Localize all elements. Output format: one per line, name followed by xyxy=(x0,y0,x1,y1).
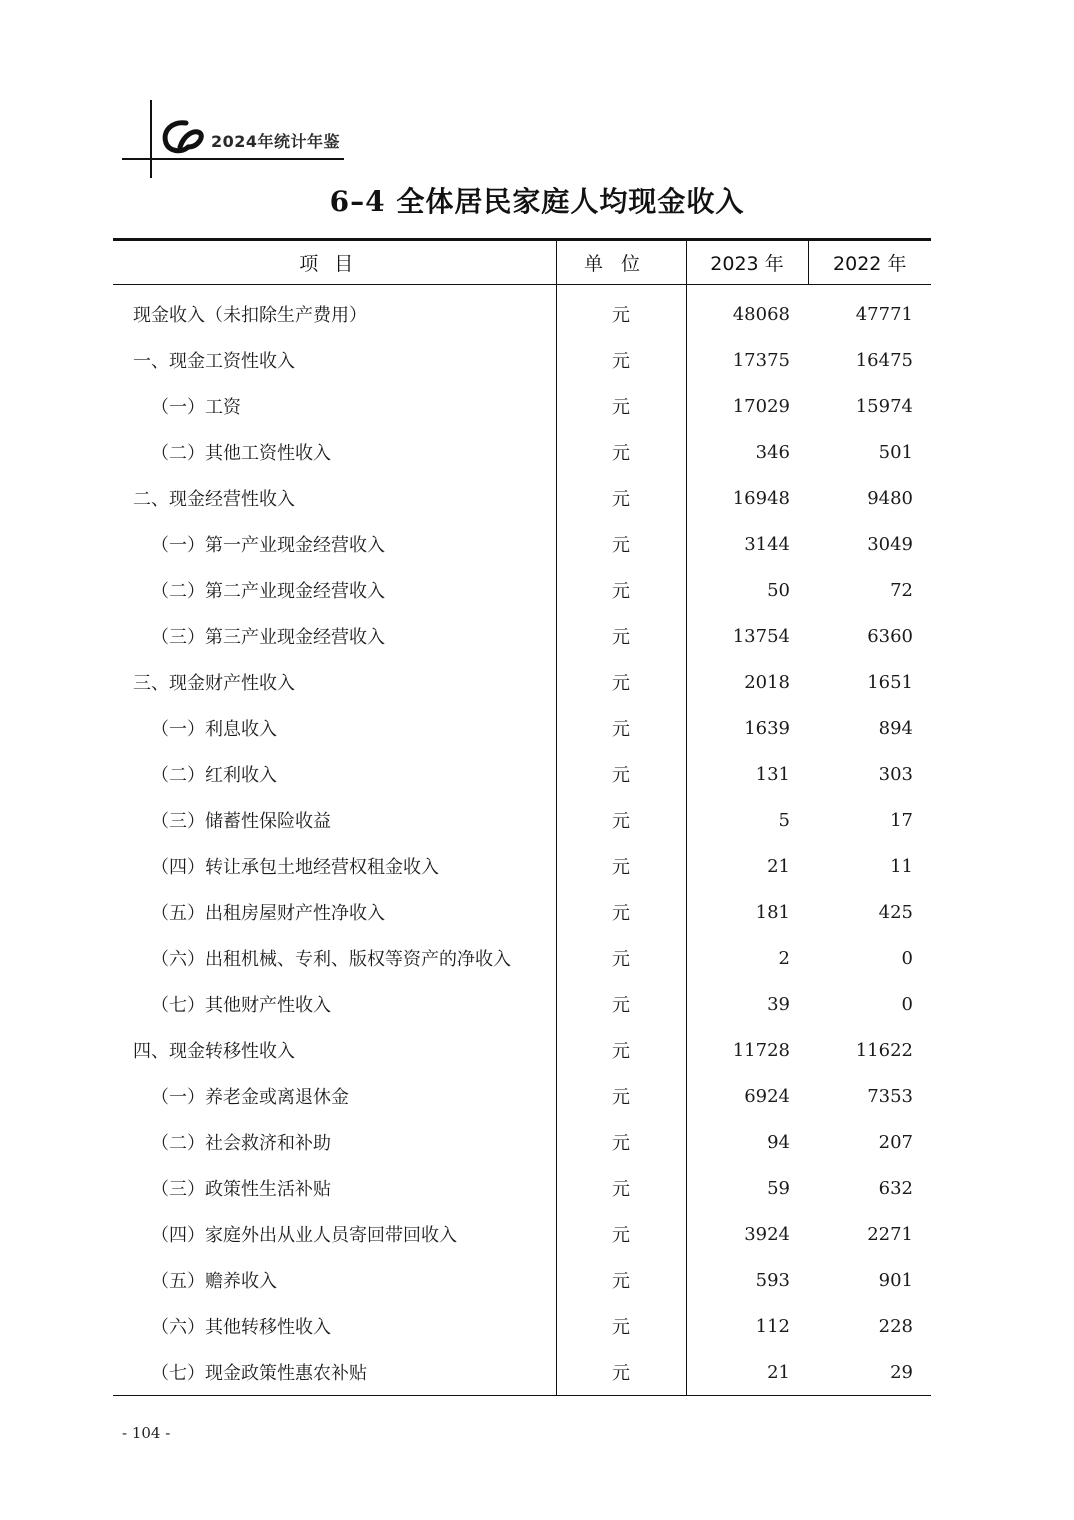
row-unit: 元 xyxy=(556,1257,686,1303)
row-unit: 元 xyxy=(556,843,686,889)
row-unit: 元 xyxy=(556,567,686,613)
row-item: （三）政策性生活补贴 xyxy=(151,1179,331,1200)
row-unit: 元 xyxy=(556,1165,686,1211)
row-value-2022: 632 xyxy=(878,1177,913,1199)
row-value-2023: 59 xyxy=(686,1165,808,1211)
row-unit: 元 xyxy=(556,613,686,659)
row-item: （一）第一产业现金经营收入 xyxy=(151,535,385,556)
table-row xyxy=(113,751,931,797)
table-row xyxy=(113,1257,931,1303)
table-row xyxy=(113,1165,931,1211)
row-value-2023: 21 xyxy=(686,1349,808,1396)
row-value-2022: 6360 xyxy=(867,625,913,647)
row-value-2023: 2 xyxy=(686,935,808,981)
row-item: （五）出租房屋财产性净收入 xyxy=(151,903,385,924)
income-table-container xyxy=(113,238,931,1396)
table-row xyxy=(113,843,931,889)
header-unit: 单位 xyxy=(556,240,686,285)
table-row xyxy=(113,613,931,659)
table-row xyxy=(113,475,931,521)
row-unit: 元 xyxy=(556,285,686,338)
row-value-2022: 11622 xyxy=(855,1039,913,1061)
table-row xyxy=(113,935,931,981)
header-2022: 2022 年 xyxy=(808,240,931,285)
yearbook-header xyxy=(0,0,360,185)
table-row xyxy=(113,285,931,338)
page-number: - 104 - xyxy=(122,1424,171,1442)
table-row xyxy=(113,797,931,843)
row-value-2023: 39 xyxy=(686,981,808,1027)
row-value-2023: 21 xyxy=(686,843,808,889)
row-value-2023: 3144 xyxy=(686,521,808,567)
row-item: （一）养老金或离退休金 xyxy=(151,1087,349,1108)
row-value-2022: 17 xyxy=(890,809,913,831)
row-item: （五）赡养收入 xyxy=(151,1271,277,1292)
row-value-2023: 2018 xyxy=(686,659,808,705)
table-row xyxy=(113,337,931,383)
row-unit: 元 xyxy=(556,1349,686,1396)
row-unit: 元 xyxy=(556,659,686,705)
table-row xyxy=(113,889,931,935)
row-value-2023: 593 xyxy=(686,1257,808,1303)
row-value-2022: 303 xyxy=(878,763,913,785)
row-value-2023: 1639 xyxy=(686,705,808,751)
row-value-2022: 16475 xyxy=(855,349,913,371)
row-value-2023: 112 xyxy=(686,1303,808,1349)
row-value-2022: 425 xyxy=(878,901,913,923)
row-item: 二、现金经营性收入 xyxy=(133,489,295,510)
table-row xyxy=(113,383,931,429)
row-unit: 元 xyxy=(556,1119,686,1165)
table-row xyxy=(113,1073,931,1119)
row-value-2022: 228 xyxy=(878,1315,913,1337)
row-value-2022: 9480 xyxy=(867,487,913,509)
row-unit: 元 xyxy=(556,1027,686,1073)
row-unit: 元 xyxy=(556,797,686,843)
row-value-2023: 17029 xyxy=(686,383,808,429)
table-row xyxy=(113,659,931,705)
row-unit: 元 xyxy=(556,751,686,797)
row-value-2022: 29 xyxy=(808,1349,931,1396)
row-unit: 元 xyxy=(556,521,686,567)
row-value-2022: 894 xyxy=(878,717,913,739)
row-item: 四、现金转移性收入 xyxy=(133,1041,295,1062)
row-item: （一）利息收入 xyxy=(151,719,277,740)
header-item: 项目 xyxy=(113,240,556,285)
row-value-2022: 11 xyxy=(890,855,913,877)
table-row xyxy=(113,1027,931,1073)
table-row xyxy=(113,981,931,1027)
row-value-2022: 1651 xyxy=(867,671,913,693)
row-value-2022: 207 xyxy=(878,1131,913,1153)
row-value-2023: 6924 xyxy=(686,1073,808,1119)
row-item: （一）工资 xyxy=(151,397,241,418)
row-value-2022: 72 xyxy=(890,579,913,601)
row-value-2022: 2271 xyxy=(867,1223,913,1245)
table-row xyxy=(113,1119,931,1165)
header-vertical-rule xyxy=(150,100,152,178)
row-item: （七）其他财产性收入 xyxy=(151,995,331,1016)
row-item: （七）现金政策性惠农补贴 xyxy=(113,1349,556,1396)
row-unit: 元 xyxy=(556,935,686,981)
yearbook-logo-icon xyxy=(160,117,204,157)
row-unit: 元 xyxy=(556,337,686,383)
table-row xyxy=(113,705,931,751)
header-horizontal-rule xyxy=(122,158,344,160)
table-row xyxy=(113,429,931,475)
row-value-2022: 0 xyxy=(901,947,913,969)
row-unit: 元 xyxy=(556,1211,686,1257)
row-item: （二）红利收入 xyxy=(151,765,277,786)
row-item: （六）其他转移性收入 xyxy=(151,1317,331,1338)
row-value-2022: 47771 xyxy=(855,303,913,325)
row-value-2023: 48068 xyxy=(686,285,808,338)
row-item: （六）出租机械、专利、版权等资产的净收入 xyxy=(151,949,511,970)
row-value-2022: 0 xyxy=(901,993,913,1015)
row-value-2023: 13754 xyxy=(686,613,808,659)
table-row xyxy=(113,1303,931,1349)
row-value-2022: 15974 xyxy=(855,395,913,417)
row-value-2023: 11728 xyxy=(686,1027,808,1073)
row-item: （二）其他工资性收入 xyxy=(151,443,331,464)
row-value-2023: 181 xyxy=(686,889,808,935)
row-item: （四）家庭外出从业人员寄回带回收入 xyxy=(151,1225,457,1246)
row-value-2022: 501 xyxy=(878,441,913,463)
row-item: 现金收入（未扣除生产费用） xyxy=(133,305,367,326)
row-value-2022: 7353 xyxy=(867,1085,913,1107)
income-table xyxy=(113,238,931,1396)
row-value-2023: 5 xyxy=(686,797,808,843)
row-value-2023: 94 xyxy=(686,1119,808,1165)
row-unit: 元 xyxy=(556,705,686,751)
row-value-2023: 17375 xyxy=(686,337,808,383)
yearbook-label: 2024年统计年鉴 xyxy=(211,132,341,151)
row-item: （四）转让承包土地经营权租金收入 xyxy=(151,857,439,878)
header-2023: 2023 年 xyxy=(686,240,808,285)
table-header-row xyxy=(113,240,931,285)
row-value-2023: 346 xyxy=(686,429,808,475)
row-item: 三、现金财产性收入 xyxy=(133,673,295,694)
row-item: （三）储蓄性保险收益 xyxy=(151,811,331,832)
row-unit: 元 xyxy=(556,475,686,521)
row-item: （二）第二产业现金经营收入 xyxy=(151,581,385,602)
row-unit: 元 xyxy=(556,889,686,935)
row-unit: 元 xyxy=(556,1303,686,1349)
row-item: 一、现金工资性收入 xyxy=(133,351,295,372)
row-item: （三）第三产业现金经营收入 xyxy=(151,627,385,648)
table-body xyxy=(113,285,931,1396)
row-value-2023: 131 xyxy=(686,751,808,797)
row-value-2023: 3924 xyxy=(686,1211,808,1257)
table-row xyxy=(113,567,931,613)
row-unit: 元 xyxy=(556,383,686,429)
row-value-2022: 3049 xyxy=(867,533,913,555)
row-value-2023: 50 xyxy=(686,567,808,613)
table-row xyxy=(113,1349,931,1396)
table-row xyxy=(113,521,931,567)
row-unit: 元 xyxy=(556,429,686,475)
page-title: 6–4 全体居民家庭人均现金收入 xyxy=(329,185,745,218)
row-value-2022: 901 xyxy=(878,1269,913,1291)
table-row xyxy=(113,1211,931,1257)
row-unit: 元 xyxy=(556,981,686,1027)
row-item: （二）社会救济和补助 xyxy=(151,1133,331,1154)
row-value-2023: 16948 xyxy=(686,475,808,521)
row-unit: 元 xyxy=(556,1073,686,1119)
